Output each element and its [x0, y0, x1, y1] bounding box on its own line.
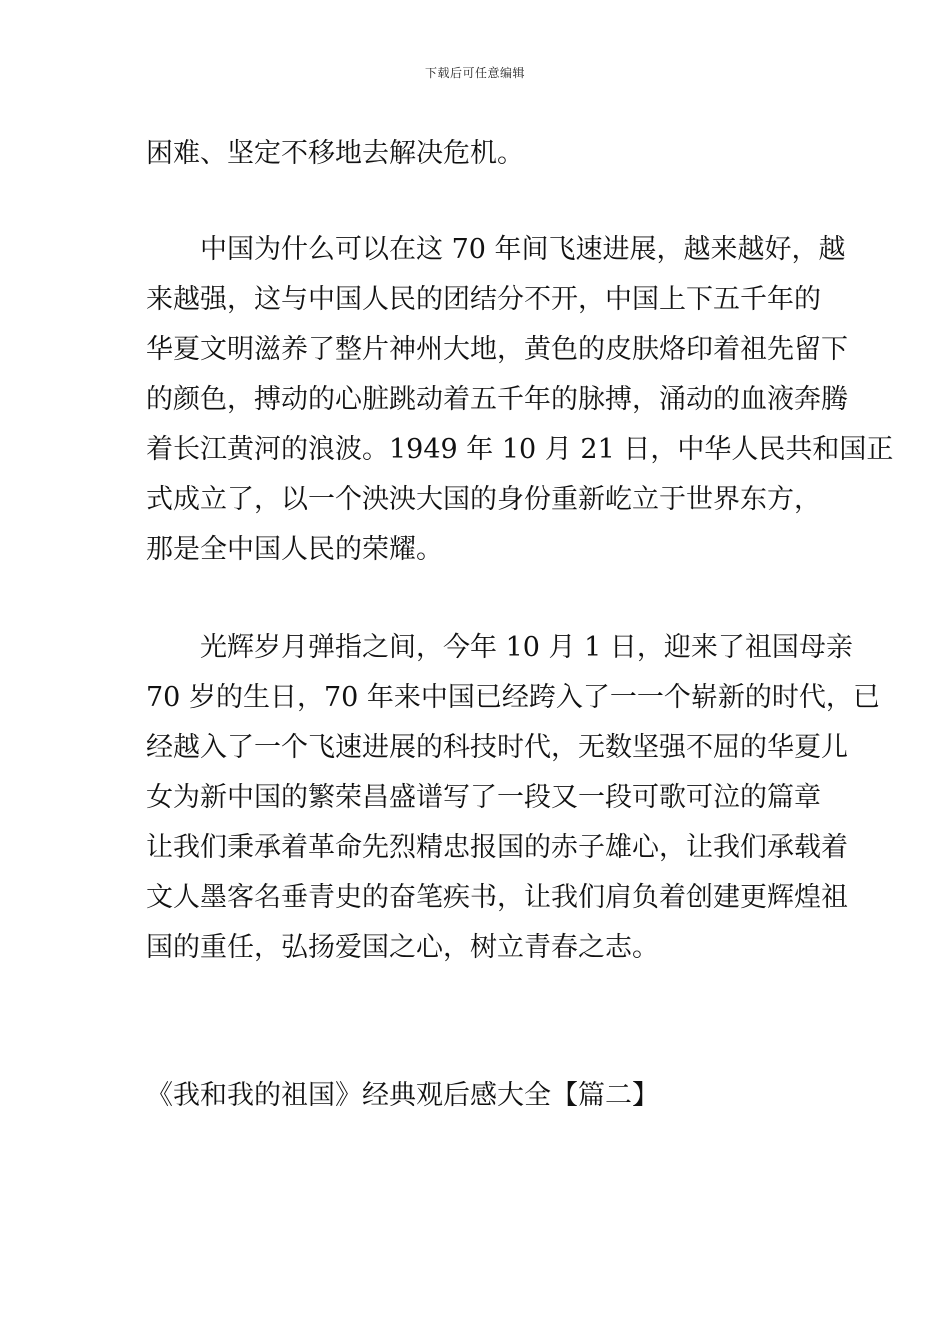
header-note: 下载后可任意编辑 — [424, 66, 525, 80]
paragraph-line: 式成立了，以一个泱泱大国的身份重新屹立于世界东方， — [146, 484, 821, 515]
paragraph-line: 的颜色，搏动的心脏跳动着五千年的脉搏，涌动的血液奔腾 — [146, 384, 848, 415]
section-heading: 《我和我的祖国》经典观后感大全【篇二】 — [146, 1080, 659, 1111]
paragraph-line: 女为新中国的繁荣昌盛谱写了一段又一段可歌可泣的篇章 — [146, 782, 821, 813]
paragraph-line: 70 岁的生日，70 年来中国已经跨入了一一个崭新的时代，已 — [146, 682, 880, 713]
paragraph-line: 困难、坚定不移地去解决危机。 — [146, 138, 524, 169]
paragraph-line: 光辉岁月弹指之间，今年 10 月 1 日，迎来了祖国母亲 — [200, 632, 853, 663]
paragraph-line: 文人墨客名垂青史的奋笔疾书，让我们肩负着创建更辉煌祖 — [146, 882, 848, 913]
paragraph-line: 经越入了一个飞速进展的科技时代，无数坚强不屈的华夏儿 — [146, 732, 848, 763]
paragraph-line: 那是全中国人民的荣耀。 — [146, 534, 443, 565]
paragraph-line: 来越强，这与中国人民的团结分不开，中国上下五千年的 — [146, 284, 821, 315]
paragraph-line: 国的重任，弘扬爱国之心，树立青春之志。 — [146, 932, 659, 963]
paragraph-line: 着长江黄河的浪波。1949 年 10 月 21 日，中华人民共和国正 — [146, 434, 894, 465]
paragraph-line: 中国为什么可以在这 70 年间飞速进展，越来越好，越 — [200, 234, 846, 265]
paragraph-line: 华夏文明滋养了整片神州大地，黄色的皮肤烙印着祖先留下 — [146, 334, 848, 365]
paragraph-line: 让我们秉承着革命先烈精忠报国的赤子雄心，让我们承载着 — [146, 832, 848, 863]
